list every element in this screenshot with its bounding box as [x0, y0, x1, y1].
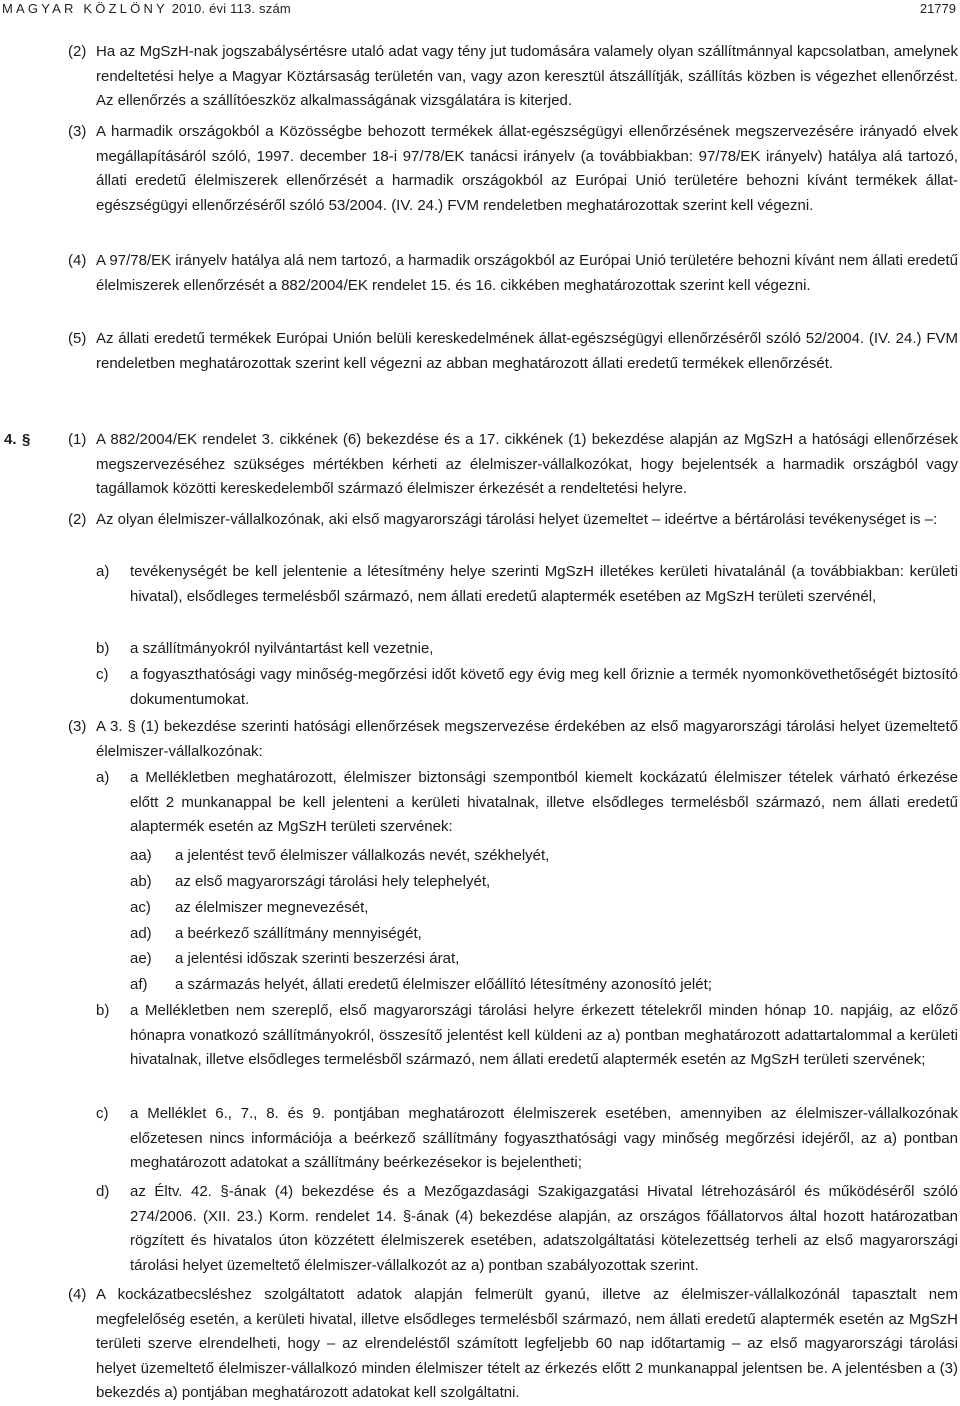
- paragraph-label: (4): [68, 252, 87, 269]
- section4-paragraph-4: A kockázatbecsléshez szolgáltatott adatok alapján felmerült gyanú, illetve az élelmiszer-vállalkozónál tapasztalt nem megfelelőség esetén, a kerületi hivatal, illetve elsődleges termelésből származó, nem állati eredetű alaptermék esetén az MgSzH területi szerve elrendelheti, hogy – az elrendeléstől számított legfeljebb 60 nap időtartamig – az első magyarországi tárolási helyet üzemeltető élelmiszer-vállalkozó minden élelmiszer tételt az érkezés előtt 2 munkanappal jelentsen be. A jelentésben a (3) bekezdés a) pontjában meghatározott adatokat kell szolgáltatni.: [96, 1286, 958, 1401]
- item-label: c): [96, 666, 109, 683]
- item-label: d): [96, 1183, 110, 1200]
- subitem-label: ad): [130, 925, 152, 942]
- section4-paragraph-2: Az olyan élelmiszer-vállalkozónak, aki első magyarországi tárolási helyet üzemeltet – ideértve a bértárolási tevékenységet is –:: [96, 511, 938, 528]
- paragraph-label: (3): [68, 718, 87, 735]
- header-magazine-name: MAGYAR KÖZLÖNY: [2, 1, 168, 16]
- header-publication: [2, 0, 291, 18]
- section-sign: §: [22, 431, 31, 448]
- subitem-ae: a jelentési időszak szerinti beszerzési árat,: [175, 950, 460, 967]
- section4-paragraph-3: A 3. § (1) bekezdése szerinti hatósági ellenőrzések megszervezése érdekében az első magyarországi tárolási helyet üzemeltető élelmiszer-vállalkozónak:: [96, 718, 958, 760]
- item-d: az Éltv. 42. §-ának (4) bekezdése és a Mezőgazdasági Szakigazgatási Hivatal létrehozásáról és működéséről szóló 274/2006. (XII. 23.) Korm. rendelet 14. §-ának (4) bekezdése alapján, az országos főállatorvos által hozott határozatban rögzített és hivatalos úton közzétett élelmiszerek esetében, adatszolgáltatási kötelezettség terheli az első magyarországi tárolási helyet üzemeltető élelmiszer-vállalkozót az a) pontban szabályozottak szerint.: [130, 1183, 958, 1274]
- subitem-label: ae): [130, 950, 152, 967]
- item-label: b): [96, 1002, 110, 1019]
- item-label: c): [96, 1105, 109, 1122]
- subitem-label: ab): [130, 873, 152, 890]
- header-issue: 2010. évi 113. szám: [171, 1, 291, 16]
- paragraph-3: A harmadik országokból a Közösségbe behozott termékek állat-egészségügyi ellenőrzésének megszervezésére irányadó elvek megállapításáról szóló, 1997. december 18-i 97/78/EK tanácsi irányelv (a továbbiakban: 97/78/EK irányelv) hatálya alá tartozó, állati eredetű élelmiszerek ellenőrzését a harmadik országokból az Európai Unió területére behozni kívánt termékek állat-egészségügyi ellenőrzéséről szóló 53/2004. (IV. 24.) FVM rendeletben meghatározottak szerint kell végezni.: [96, 123, 958, 214]
- item-c: a Melléklet 6., 7., 8. és 9. pontjában meghatározott élelmiszerek esetében, amennyiben az élelmiszer-vállalkozónak előzetesen nincs információja a beérkező szállítmány fogyaszthatósági vagy minőség megőrzési idejéről, az a) pontban meghatározott adatokat a szállítmány beérkezésekor is bejelentheti;: [130, 1105, 958, 1171]
- item-label: a): [96, 563, 110, 580]
- subitem-ac: az élelmiszer megnevezését,: [175, 899, 369, 916]
- item-label: b): [96, 640, 110, 657]
- paragraph-4: A 97/78/EK irányelv hatálya alá nem tartozó, a harmadik országokból az Európai Unió területére behozni kívánt nem állati eredetű élelmiszerek ellenőrzését a 882/2004/EK rendelet 15. és 16. cikkében meghatározottak szerint kell végezni.: [96, 252, 958, 294]
- subitem-ab: az első magyarországi tárolási hely telephelyét,: [175, 873, 491, 890]
- paragraph-label: (1): [68, 431, 87, 448]
- subitem-label: ac): [130, 899, 151, 916]
- item-a: tevékenységét be kell jelentenie a létesítmény helye szerinti MgSzH illetékes kerületi hivatalánál (a továbbiakban: kerületi hivatal), elsődleges termelésből származó, nem állati eredetű alaptermék esetében az MgSzH területi szervénél,: [130, 563, 958, 605]
- paragraph-label: (5): [68, 330, 87, 347]
- section-number: 4.: [4, 431, 17, 448]
- paragraph-5: Az állati eredetű termékek Európai Unión belüli kereskedelmének állat-egészségügyi ellenőrzéséről szóló 52/2004. (IV. 24.) FVM rendeletben meghatározottak szerint kell végezni az abban meghatározott állati eredetű termékek ellenőrzését.: [96, 330, 958, 372]
- subitem-label: aa): [130, 847, 152, 864]
- subitem-aa: a jelentést tevő élelmiszer vállalkozás nevét, székhelyét,: [175, 847, 550, 864]
- paragraph-2: Ha az MgSzH-nak jogszabálysértésre utaló adat vagy tény jut tudomására valamely olyan szállítmánnyal kapcsolatban, amelynek rendeltetési helye a Magyar Köztársaság területén van, vagy azon keresztül átszállítják, szállítás közben is végezhet ellenőrzést. Az ellenőrzés a szállítóeszköz alkalmasságának vizsgálatára is kiterjed.: [96, 43, 958, 109]
- item-b: a szállítmányokról nyilvántartást kell vezetnie,: [130, 640, 434, 657]
- page-header: [0, 0, 960, 22]
- subitem-label: af): [130, 976, 148, 993]
- section4-paragraph-1: A 882/2004/EK rendelet 3. cikkének (6) bekezdése és a 17. cikkének (1) bekezdése alapján az MgSzH a hatósági ellenőrzések megszervezéséhez szükséges mértékben kérheti az élelmiszer-vállalkozókat, hogy bejelentsék a harmadik országból vagy tagállamok közötti kereskedelemből származó élelmiszer érkezését a rendeltetési helyre.: [96, 431, 958, 497]
- paragraph-label: (3): [68, 123, 87, 140]
- header-page-number: 21779: [919, 1, 956, 16]
- item-a: a Mellékletben meghatározott, élelmiszer biztonsági szempontból kiemelt kockázatú élelmiszer tételek várható érkezése előtt 2 munkanappal be kell jelenteni a kerületi hivatalnak, illetve elsődleges termelésből származó, nem állati eredetű alaptermék esetén az MgSzH területi szervének:: [130, 769, 958, 835]
- item-b: a Mellékletben nem szereplő, első magyarországi tárolási helyre érkezett tételekről minden hónap 10. napjáig, az előző hónapra vonatkozó szállítmányokról, összesítő jelentést kell küldeni az a) pontban meghatározott adattartalommal a kerületi hivatalnak, illetve elsődleges termelésből származó, nem állati eredetű alaptermék esetén az MgSzH területi szervének;: [130, 1002, 958, 1068]
- subitem-af: a származás helyét, állati eredetű élelmiszer előállító létesítmény azonosító jelét;: [175, 976, 712, 993]
- paragraph-label: (4): [68, 1286, 87, 1303]
- subitem-ad: a beérkező szállítmány mennyiségét,: [175, 925, 422, 942]
- item-c: a fogyaszthatósági vagy minőség-megőrzési időt követő egy évig meg kell őriznie a termék nyomonkövethetőségét biztosító dokumentumokat.: [130, 666, 958, 708]
- paragraph-label: (2): [68, 511, 87, 528]
- item-label: a): [96, 769, 110, 786]
- paragraph-label: (2): [68, 43, 87, 60]
